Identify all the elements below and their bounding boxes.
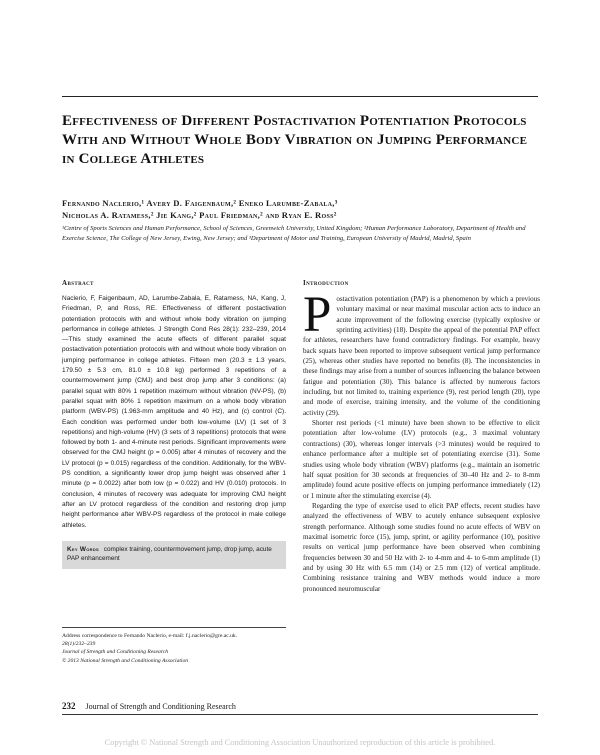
drop-cap: P xyxy=(303,287,332,343)
affiliations: ¹Centre of Sports Sciences and Human Performance, School of Sciences, Greenwich University, United Kingdom; ²Human Performance Laboratory, Department of Health and Exercise Science, The College of New Jersey, Ewing, New Jersey; and ³Department of Motor and Training, European University of Madrid, Madrid, Spain xyxy=(62,225,526,242)
copyright-line: © 2013 National Strength and Conditioning Association xyxy=(62,657,189,664)
intro-paragraph-3: Regarding the type of exercise used to elicit PAP effects, recent studies have analyzed the effectiveness of WBV to acutely enhance subsequent explosive strength performance. Although some studies found no acute effects of WBV on maximal isometric force (15), jump, sprint, or agility performance (10), positive results on vertical jump performance have been observed when combining frequencies between 30 and 50 Hz with 2- to 4-mm and 4- to 6-mm amplitude (1) and by using 30 Hz with 6.5 mm (14) or 2.5 mm (12) of vertical amplitude. Combining resistance training and WBV methods would induce a more pronounced neuromuscular xyxy=(303,501,540,593)
left-column xyxy=(62,279,286,569)
volume-citation: 28(1)/232–239 xyxy=(62,641,96,648)
abstract-text: Naclerio, F, Faigenbaum, AD, Larumbe-Zabala, E, Ratamess, NA, Kang, J, Friedman, P, and Ross, RE. Effectiveness of different postactivation potentiation protocols with and without whole body vibration on jumping performance in college athletes. J Strength Cond Res 28(1): 232–239, 2014—This study examined the acute effects of different parallel squat postactivation potentiation protocols with and without whole body vibration on jumping performance in college athletes. Fifteen men (20.3 ± 1.3 years, 179.50 ± 5.3 cm, 81.0 ± 10.8 kg) performed 3 repetitions of a countermovement jump (CMJ) and best drop jump after 3 conditions: (a) parallel squat with 80% 1 repetition maximum without vibration (NV-PS), (b) parallel squat with 80% 1 repetition maximum on a whole body vibration platform (WBV-PS) (1.963-mm amplitude and 40 Hz), and (c) control (C). Each condition was performed under both low-volume (LV) (1 set of 3 repetitions) and high-volume (HV) (3 sets of 3 repetitions) protocols that were followed by both 1- and 4-minute rest periods. Significant improvements were observed for the CMJ height (p = 0.005) after 4 minutes of recovery and the LV protocol (p = 0.015) regardless of the condition. Additionally, for the WBV-PS condition, a significantly lower drop jump height was observed after 1 minute (p = 0.0022) after both low (p = 0.022) and HV (0.010) protocols. In conclusion, 4 minutes of recovery was adequate for improving CMJ height after an LV protocol regardless of the condition and restoring drop jump height performance after WBV-PS regardless of the protocol in male college athletes. xyxy=(62,295,286,529)
introduction-heading: Introduction xyxy=(303,279,349,287)
footer-journal: Journal of Strength and Conditioning Research xyxy=(85,702,236,711)
intro-paragraph-1 xyxy=(303,287,540,418)
author-line-2: Nicholas A. Ratamess,² Jie Kang,² Paul Friedman,² and Ryan E. Ross² xyxy=(62,210,337,220)
bottom-rule xyxy=(62,714,538,715)
intro-paragraph-1-text: ostactivation potentiation (PAP) is a phenomenon by which a previous voluntary maximal or near maximal muscular action acts to induce an acute improvement of the following exercise (typically explosive or sprinting activities) (18). Despite the appeal of the potential PAP effect for athletes, researchers have found contradictory findings. For example, heavy back squats have been reported to improve subsequent vertical jump performance (25), whereas other studies have reported no benefits (8). The inconsistencies in these findings may arise from a number of sources influencing the balance between fatigue and potentiation (30). This balance is affected by numerous factors including, but not limited to, training experience (9), rest period length (20), type and mode of exercise, training intensity, and the volume of the conditioning activity (29). xyxy=(303,295,540,417)
keywords-heading: Key Words xyxy=(67,545,100,553)
intro-paragraph-2: Shorter rest periods (<1 minute) have been shown to be effective to elicit potentiation after low-volume (LV) protocols (e.g., 3 maximal voluntary contractions) (30), whereas longer intervals (>3 minutes) would be required to enhance performance after a multiple set of potentiating exercise (31). Some studies using whole body vibration (WBV) platforms (e.g., maintain an isometric half squat position for 30 seconds at frequencies of 30–40 Hz and 2- to 8-mm amplitude) found acute positive effects on jumping performance immediately (12) or 1 minute after the stimulating exercise (4). xyxy=(303,419,540,500)
copyright-watermark: Copyright © National Strength and Conditioning Association Unauthorized reproduction of this article is prohibited. xyxy=(104,738,496,747)
journal-name: Journal of Strength and Conditioning Research xyxy=(62,649,169,656)
author-line-1: Fernando Naclerio,¹ Avery D. Faigenbaum,² Eneko Larumbe-Zabala,³ xyxy=(62,198,338,208)
correspondence-block xyxy=(62,627,286,665)
author-list xyxy=(62,197,538,221)
top-rule xyxy=(62,96,538,97)
correspondence-address: Address correspondence to Fernando Naclerio, e-mail: f.j.naclerio@gre.ac.uk. xyxy=(62,633,238,639)
keywords-text: complex training, countermovement jump, drop jump, acute PAP enhancement xyxy=(67,545,272,563)
page-footer xyxy=(62,701,538,711)
article-title: Effectiveness of Different Postactivation Potentiation Protocols With and Without Whole Body Vibration on Jumping Performance in College Athletes xyxy=(62,113,528,167)
page-number: 232 xyxy=(62,701,76,711)
right-column xyxy=(303,279,540,594)
keywords-box xyxy=(62,541,286,569)
abstract-heading: Abstract xyxy=(62,279,94,287)
